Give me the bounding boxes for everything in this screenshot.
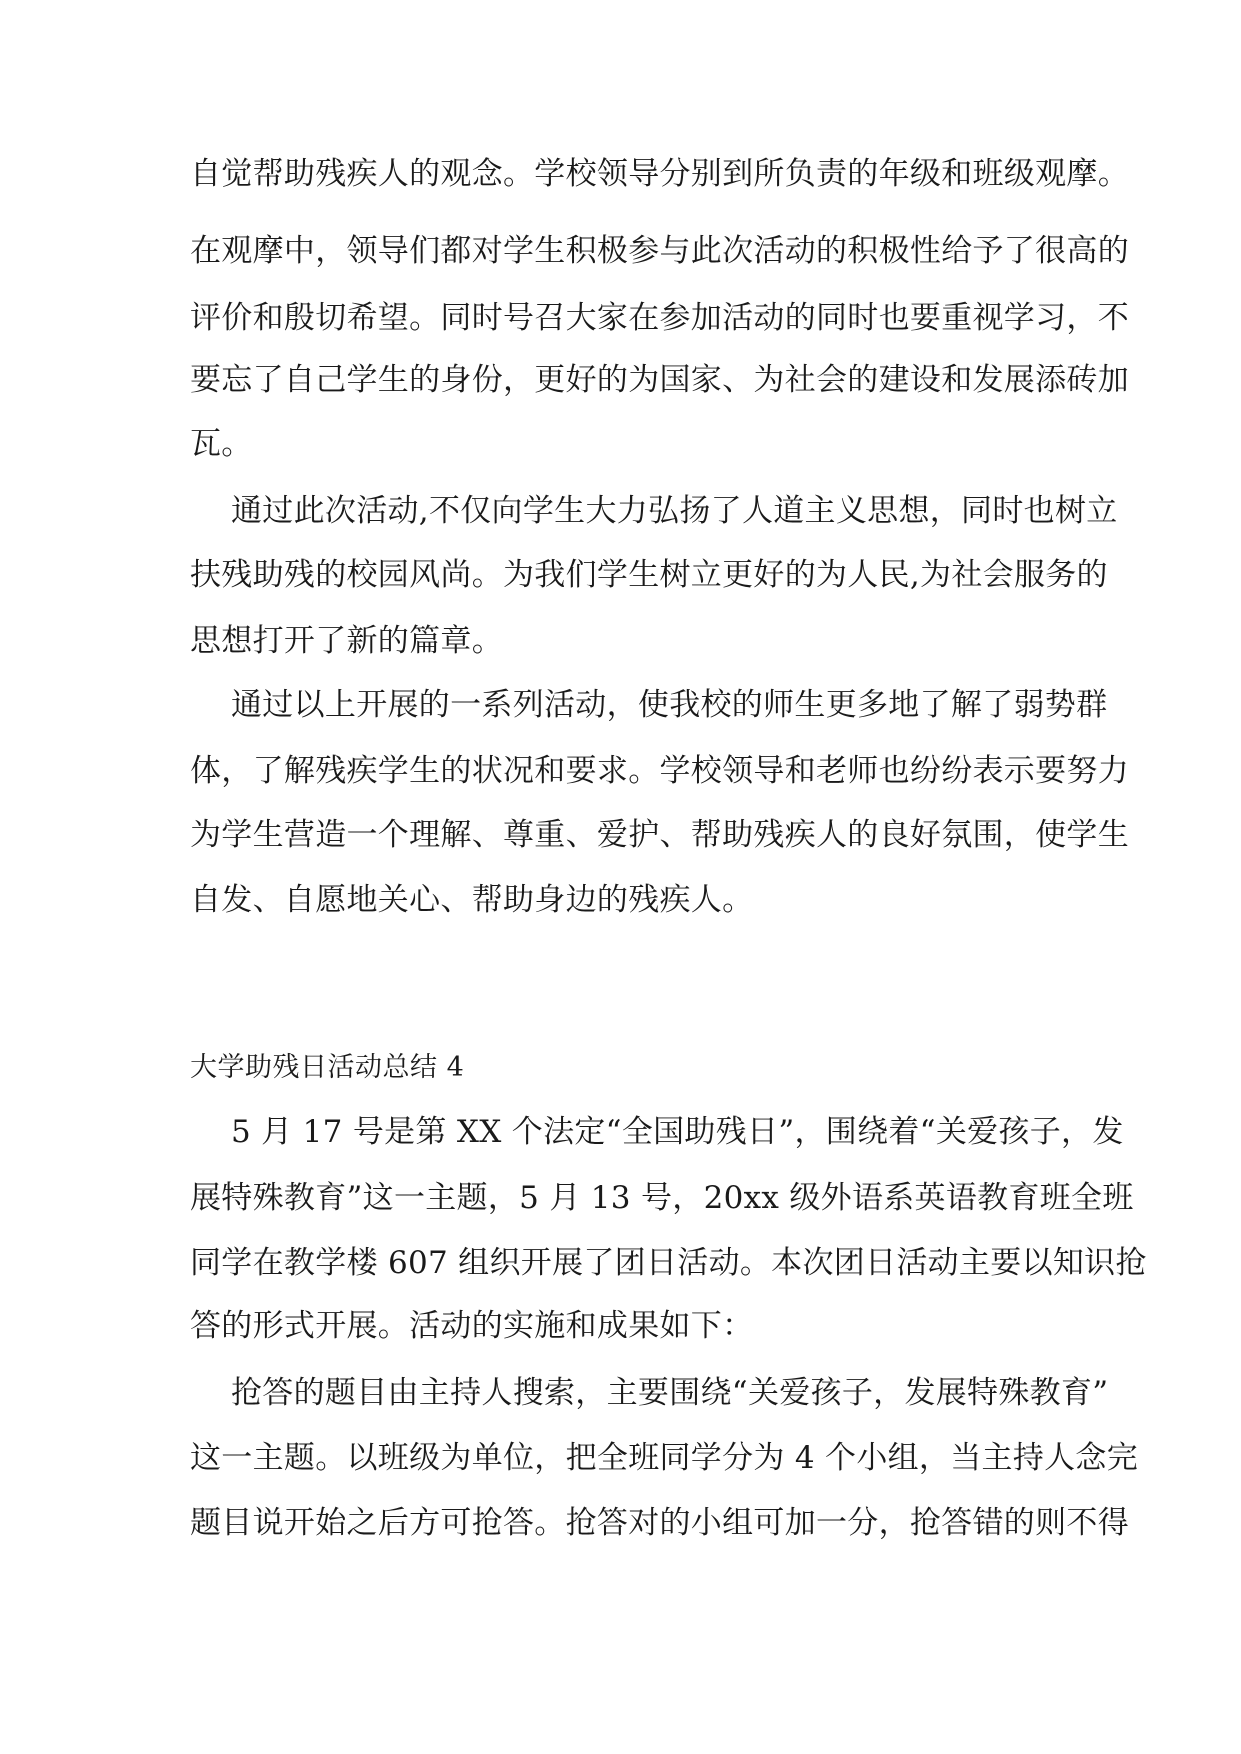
paragraph-2-line-1: 通过此次活动,不仅向学生大力弘扬了人道主义思想，同时也树立 bbox=[231, 493, 1118, 529]
paragraph-4-line-2: 展特殊教育”这一主题，5 月 13 号，20xx 级外语系英语教育班全班 bbox=[190, 1180, 1134, 1216]
paragraph-3-line-3: 为学生营造一个理解、尊重、爱护、帮助残疾人的良好氛围，使学生 bbox=[190, 817, 1129, 853]
paragraph-3-line-1: 通过以上开展的一系列活动，使我校的师生更多地了解了弱势群 bbox=[231, 687, 1108, 723]
paragraph-3-line-2: 体，了解残疾学生的状况和要求。学校领导和老师也纷纷表示要努力 bbox=[190, 753, 1129, 789]
paragraph-1-line-3: 评价和殷切希望。同时号召大家在参加活动的同时也要重视学习，不 bbox=[190, 300, 1129, 336]
paragraph-3-line-4: 自发、自愿地关心、帮助身边的残疾人。 bbox=[190, 882, 754, 918]
paragraph-1-line-1: 自觉帮助残疾人的观念。学校领导分别到所负责的年级和班级观摩。 bbox=[190, 156, 1129, 192]
paragraph-5-line-3: 题目说开始之后方可抢答。抢答对的小组可加一分，抢答错的则不得 bbox=[190, 1505, 1129, 1541]
paragraph-5-line-1: 抢答的题目由主持人搜索，主要围绕“关爱孩子，发展特殊教育” bbox=[231, 1375, 1109, 1411]
paragraph-2-line-3: 思想打开了新的篇章。 bbox=[190, 623, 503, 659]
paragraph-5-line-2: 这一主题。以班级为单位，把全班同学分为 4 个小组，当主持人念完 bbox=[190, 1440, 1139, 1476]
paragraph-2-line-2: 扶残助残的校园风尚。为我们学生树立更好的为人民,为社会服务的 bbox=[190, 557, 1108, 593]
paragraph-1-line-2: 在观摩中，领导们都对学生积极参与此次活动的积极性给予了很高的 bbox=[190, 233, 1129, 269]
paragraph-4-line-4: 答的形式开展。活动的实施和成果如下： bbox=[190, 1308, 754, 1344]
paragraph-1-line-5: 瓦。 bbox=[190, 426, 253, 462]
paragraph-4-line-3: 同学在教学楼 607 组织开展了团日活动。本次团日活动主要以知识抢 bbox=[190, 1245, 1147, 1281]
paragraph-4-line-1: 5 月 17 号是第 XX 个法定“全国助残日”，围绕着“关爱孩子，发 bbox=[231, 1114, 1124, 1150]
paragraph-1-line-4: 要忘了自己学生的身份，更好的为国家、为社会的建设和发展添砖加 bbox=[190, 362, 1129, 398]
section-title: 大学助残日活动总结 4 bbox=[190, 1052, 465, 1083]
